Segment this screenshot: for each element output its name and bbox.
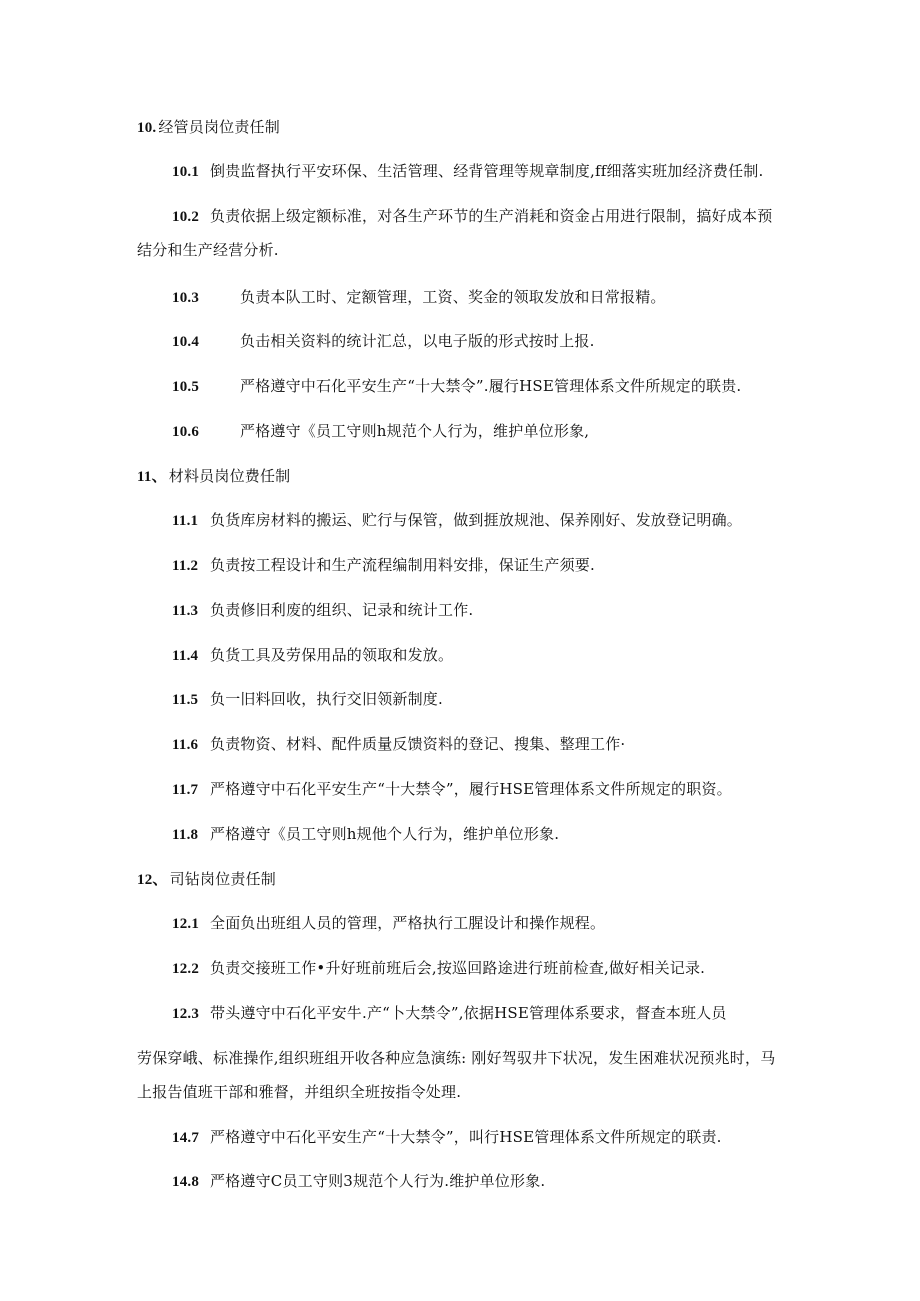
item-text: 严格遵守《员工守则h规他个人行为，维护单位形象. xyxy=(210,825,560,843)
list-item xyxy=(172,376,741,397)
item-text: 倒贵监督执行平安环保、生活管理、经背管理等规章制度,ff细落实班加经济费任制. xyxy=(210,162,764,180)
item-text: 负货工具及劳保用品的领取和发放。 xyxy=(210,646,454,664)
item-text: 负一旧料回收，执行交旧领新制度. xyxy=(210,690,443,708)
item-number: 10.3 xyxy=(172,290,200,306)
list-item xyxy=(172,689,443,710)
item-text: 负击相关资料的统计汇总，以电子版的形式按时上报. xyxy=(240,332,595,350)
item-number: 10.1 xyxy=(172,164,200,180)
item-number: 11.3 xyxy=(172,603,199,619)
list-item xyxy=(172,958,705,979)
list-item xyxy=(172,287,666,308)
list-item xyxy=(172,161,763,182)
item-number: 14.8 xyxy=(172,1174,200,1190)
item-number: 10.4 xyxy=(172,334,200,350)
section-number: 10. xyxy=(137,120,157,136)
list-item xyxy=(172,206,772,227)
item-continuation: 结分和生产经营分析. xyxy=(137,241,279,259)
section-number: 12、 xyxy=(137,872,168,888)
list-item xyxy=(172,913,605,934)
item-text: 全面负出班组人员的管理，严格执行工腥设计和操作规程。 xyxy=(210,914,606,932)
item-text: 严格遵守C员工守则3规范个人行为.维护单位形象. xyxy=(210,1172,546,1190)
item-number: 11.7 xyxy=(172,782,199,798)
item-number: 12.1 xyxy=(172,916,200,932)
item-number: 14.7 xyxy=(172,1130,200,1146)
list-item xyxy=(172,1127,722,1148)
list-item xyxy=(172,645,453,666)
item-text: 负责修旧利废的组织、记录和统计工作. xyxy=(210,601,474,619)
item-number: 12.2 xyxy=(172,961,200,977)
item-text: 严格遵守中石化平安生产“十大禁令”，履行HSE管理体系文件所规定的职资。 xyxy=(210,780,732,798)
section-title: 材料员岗位费任制 xyxy=(168,467,291,485)
section-title: 司钻岗位责任制 xyxy=(169,870,277,888)
item-text: 负责本队工时、定额管理，工资、奖金的领取发放和日常报精。 xyxy=(240,288,666,306)
item-continuation: 上报告值班干部和雅督，并组织全班按指令处理. xyxy=(137,1083,462,1101)
item-number: 12.3 xyxy=(172,1006,200,1022)
item-text: 严格遵守《员工守则h规范个人行为，维护单位形象, xyxy=(240,422,590,440)
list-item xyxy=(172,510,742,531)
item-number: 11.5 xyxy=(172,692,199,708)
section-12-heading xyxy=(137,869,276,890)
list-item xyxy=(172,421,589,442)
item-text: 负责物资、材料、配件质量反馈资料的登记、搜集、整理工作· xyxy=(210,735,626,753)
item-text: 负责按工程设计和生产流程编制用料安排，保证生产须要. xyxy=(210,556,595,574)
list-item xyxy=(172,1003,727,1024)
section-title: 经管员岗位责任制 xyxy=(158,118,280,136)
item-number: 11.8 xyxy=(172,827,199,843)
item-continuation: 劳保穿峨、标准操作,组织班组开收各种应急演练: 刚好驾驭井下状况，发生困难状况预兆时，马 xyxy=(137,1049,776,1067)
section-11-heading xyxy=(137,466,290,487)
item-text: 严格遵守中石化平安生产“十大禁令”，叫行HSE管理体系文件所规定的联责. xyxy=(210,1128,722,1146)
list-item xyxy=(172,779,732,800)
section-number: 11、 xyxy=(137,469,167,485)
item-text: 带头遵守中石化平安牛.产“卜大禁令”,依据HSE管理体系要求，督查本班人员 xyxy=(210,1004,727,1022)
item-text: 负货库房材料的搬运、贮行与保管，做到捱放规池、保养刚好、发放登记明确。 xyxy=(210,511,743,529)
list-item xyxy=(172,734,625,755)
item-number: 11.1 xyxy=(172,513,199,529)
item-number: 10.5 xyxy=(172,379,200,395)
item-text: 严格遵守中石化平安生产“十大禁令”.履行HSE管理体系文件所规定的联贵. xyxy=(240,377,742,395)
section-10-heading xyxy=(137,117,280,138)
item-number: 10.2 xyxy=(172,209,200,225)
list-item xyxy=(172,1171,545,1192)
item-number: 10.6 xyxy=(172,424,200,440)
item-text: 负责依据上级定额标准，对各生产环节的生产消耗和资金占用进行限制，搞好成本预 xyxy=(210,207,773,225)
list-item xyxy=(172,331,595,352)
item-text: 负责交接班工作•升好班前班后会,按巡回路途进行班前检查,做好相关记录. xyxy=(210,959,706,977)
list-item xyxy=(172,824,559,845)
item-number: 11.6 xyxy=(172,737,199,753)
list-item xyxy=(172,555,595,576)
item-number: 11.4 xyxy=(172,648,199,664)
item-number: 11.2 xyxy=(172,558,199,574)
list-item xyxy=(172,600,473,621)
